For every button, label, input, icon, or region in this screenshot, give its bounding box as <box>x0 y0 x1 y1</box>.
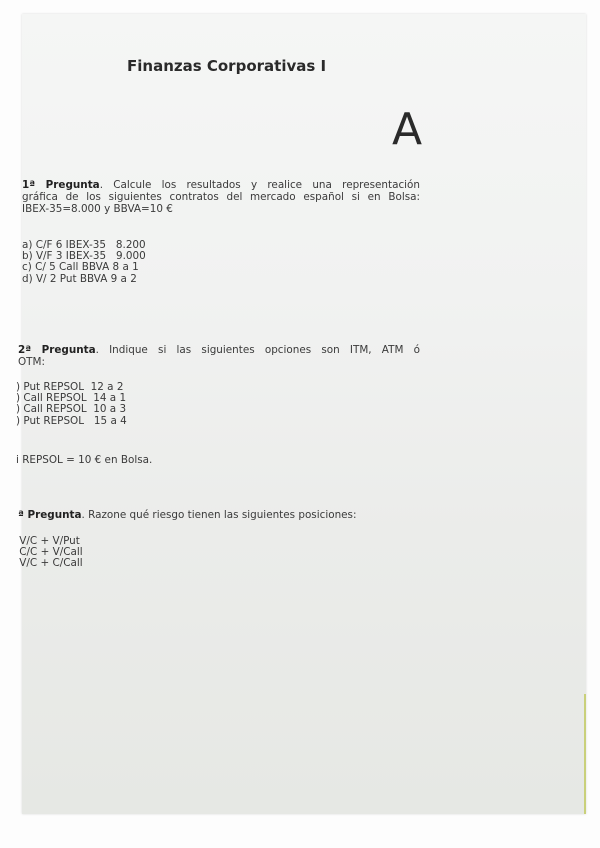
exam-version-letter: A <box>392 104 423 155</box>
list-item: C/C + V/Call <box>16 546 83 559</box>
sheet-edge-shadow <box>584 694 586 814</box>
question-2 <box>18 344 420 368</box>
list-item: ) Put REPSOL 15 a 4 <box>16 414 127 427</box>
question-1-items <box>22 240 146 285</box>
list-item: d) V/ 2 Put BBVA 9 a 2 <box>22 272 137 285</box>
list-item: ) Call REPSOL 14 a 1 <box>16 392 127 405</box>
list-item: V/C + C/Call <box>16 557 83 570</box>
question-3-label: ª Pregunta <box>18 509 82 521</box>
question-1-line-3: IBEX-35=8.000 y BBVA=10 € <box>22 203 173 215</box>
question-1-label: 1ª Pregunta <box>22 179 100 191</box>
list-item: b) V/F 3 IBEX-35 9.000 <box>22 250 146 263</box>
question-2-label: 2ª Pregunta <box>18 344 96 356</box>
question-3-items <box>16 536 83 570</box>
question-3-line-1: ª Pregunta. Razone qué riesgo tienen las siguientes posiciones: <box>18 509 357 521</box>
question-3 <box>18 509 420 521</box>
question-1-line-1: 1ª Pregunta. Calcule los resultados y realice una representación <box>22 179 420 191</box>
list-item: V/C + V/Put <box>16 535 80 547</box>
question-2-note: i REPSOL = 10 € en Bolsa. <box>16 454 153 466</box>
question-2-line-2: OTM: <box>18 356 45 368</box>
question-2-line-1: 2ª Pregunta. Indique si las siguientes opciones son ITM, ATM ó <box>18 344 420 356</box>
document-title: Finanzas Corporativas I <box>127 57 327 75</box>
list-item: c) C/ 5 Call BBVA 8 a 1 <box>22 261 139 274</box>
exam-sheet <box>16 14 586 814</box>
question-1 <box>22 179 420 215</box>
list-item: ) Put REPSOL 12 a 2 <box>16 381 124 393</box>
list-item: ) Call REPSOL 10 a 3 <box>16 403 127 416</box>
question-1-line-2: gráfica de los siguientes contratos del mercado español si en Bolsa: <box>22 191 420 203</box>
list-item: a) C/F 6 IBEX-35 8.200 <box>22 239 146 251</box>
question-2-items <box>16 382 127 427</box>
